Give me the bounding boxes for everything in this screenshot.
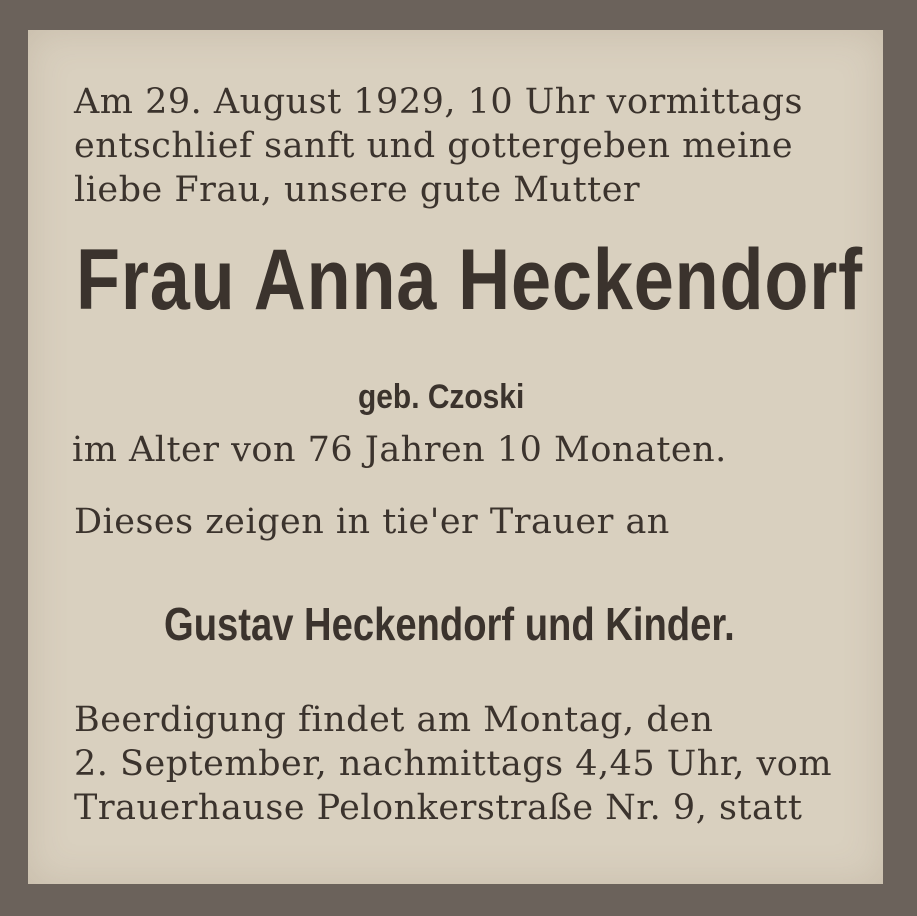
intro-line-2: entschlief sanft und gottergeben meine (74, 126, 794, 166)
funeral-line-1: Beerdigung findet am Montag, den (74, 700, 714, 740)
deceased-name: Frau Anna Heckendorf (76, 232, 863, 328)
signer: Gustav Heckendorf und Kinder. (164, 598, 735, 650)
mourning-line: Dieses zeigen in tie'er Trauer an (74, 502, 670, 542)
funeral-text (74, 698, 832, 830)
maiden-name: geb. Czoski (358, 378, 525, 416)
death-notice (28, 30, 883, 884)
intro-text (74, 80, 838, 212)
intro-line-3: liebe Frau, unsere gute Mutter (74, 170, 641, 210)
funeral-line-3: Trauerhause Pelonkerstraße Nr. 9, statt (74, 788, 803, 828)
funeral-line-2: 2. September, nachmittags 4,45 Uhr, vom (74, 744, 833, 784)
intro-line-1: Am 29. August 1929, 10 Uhr vormittags (74, 82, 803, 122)
age-line: im Alter von 76 Jahren 10 Monaten. (72, 430, 727, 470)
